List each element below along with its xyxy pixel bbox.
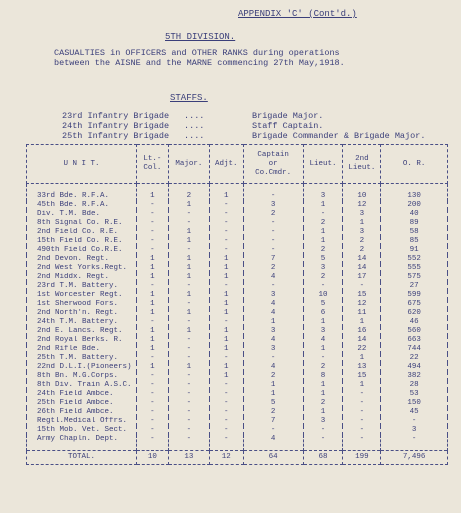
cell-ltcol: - (136, 237, 168, 246)
cell-lieut: 2 (303, 246, 343, 255)
cell-adjt: - (209, 417, 243, 426)
cell-captain: - (243, 184, 303, 202)
cell-captain: 4 (243, 435, 303, 451)
table-row (27, 309, 448, 318)
header-second-lieut (343, 145, 381, 184)
cell-or: 85 (381, 237, 448, 246)
cell-major: 1 (168, 228, 209, 237)
cell-or: 552 (381, 255, 448, 264)
cell-major: 1 (168, 255, 209, 264)
cell-adjt: 1 (209, 300, 243, 309)
cell-or: 58 (381, 228, 448, 237)
cell-unit: 490th Field Co.R.E. (27, 246, 137, 255)
cell-major: - (168, 399, 209, 408)
cell-major: 1 (168, 327, 209, 336)
table-row (27, 246, 448, 255)
cell-unit: 15th Mob. Vet. Sect. (27, 426, 137, 435)
cell-ltcol: 1 (136, 184, 168, 202)
cell-major: 1 (168, 309, 209, 318)
table-row (27, 210, 448, 219)
header-adjt: Adjt. (209, 145, 243, 184)
cell-second-lieut: 1 (343, 219, 381, 228)
cell-second-lieut: 1 (343, 354, 381, 363)
table-row (27, 345, 448, 354)
cell-second-lieut: 12 (343, 201, 381, 210)
cell-second-lieut: - (343, 417, 381, 426)
cell-or: 91 (381, 246, 448, 255)
cell-adjt: 1 (209, 372, 243, 381)
cell-ltcol: 1 (136, 291, 168, 300)
cell-or: 22 (381, 354, 448, 363)
table-row (27, 219, 448, 228)
table-row (27, 237, 448, 246)
cell-or: 560 (381, 327, 448, 336)
total-row (27, 451, 448, 465)
header-or: O. R. (381, 145, 448, 184)
cell-lieut: 1 (303, 408, 343, 417)
intro-line-2: between the AISNE and the MARNE commencing 27th May,1918. (54, 58, 345, 68)
cell-lieut: 1 (303, 228, 343, 237)
cell-adjt: 1 (209, 264, 243, 273)
cell-ltcol: - (136, 372, 168, 381)
cell-second-lieut: - (343, 390, 381, 399)
staffs-list (62, 111, 425, 141)
cell-lieut: 2 (303, 399, 343, 408)
cell-ltcol: 1 (136, 363, 168, 372)
cell-unit: 24th T.M. Battery. (27, 318, 137, 327)
cell-adjt: 1 (209, 363, 243, 372)
cell-ltcol: 1 (136, 345, 168, 354)
table-row (27, 390, 448, 399)
table-row (27, 381, 448, 390)
cell-lieut: 3 (303, 264, 343, 273)
cell-major: - (168, 300, 209, 309)
cell-adjt: - (209, 408, 243, 417)
cell-second-lieut: 1 (343, 318, 381, 327)
cell-ltcol: - (136, 381, 168, 390)
cell-lieut: 1 (303, 345, 343, 354)
cell-second-lieut: 12 (343, 300, 381, 309)
cell-unit: 2nd Rifle Bde. (27, 345, 137, 354)
table-row (27, 264, 448, 273)
cell-ltcol: - (136, 399, 168, 408)
cell-captain: 1 (243, 318, 303, 327)
cell-ltcol: 1 (136, 264, 168, 273)
cell-lieut: 1 (303, 381, 343, 390)
cell-captain: - (243, 237, 303, 246)
cell-ltcol: - (136, 435, 168, 451)
cell-captain: 3 (243, 327, 303, 336)
cell-lieut: - (303, 210, 343, 219)
cell-or: 3 (381, 426, 448, 435)
cell-lieut: - (303, 426, 343, 435)
cell-major: - (168, 318, 209, 327)
cell-or: - (381, 435, 448, 451)
cell-major: - (168, 210, 209, 219)
cell-major: - (168, 435, 209, 451)
cell-adjt: - (209, 381, 243, 390)
cell-unit: 2nd E. Lancs. Regt. (27, 327, 137, 336)
table-row (27, 201, 448, 210)
cell-adjt: - (209, 390, 243, 399)
cell-adjt: 1 (209, 327, 243, 336)
cell-adjt: 1 (209, 184, 243, 202)
cell-adjt: - (209, 399, 243, 408)
cell-ltcol: 1 (136, 309, 168, 318)
staff-brigade: 23rd Infantry Brigade (62, 111, 170, 121)
cell-second-lieut: 10 (343, 184, 381, 202)
cell-or: 744 (381, 345, 448, 354)
cell-unit: 2nd North'n. Regt. (27, 309, 137, 318)
cell-ltcol: - (136, 228, 168, 237)
cell-second-lieut: - (343, 426, 381, 435)
cell-major: - (168, 219, 209, 228)
cell-second-lieut: 3 (343, 228, 381, 237)
table-row (27, 184, 448, 202)
cell-lieut: 1 (303, 201, 343, 210)
cell-unit: 22nd D.L.I.(Pioneers) (27, 363, 137, 372)
cell-captain: 2 (243, 210, 303, 219)
cell-captain: 3 (243, 345, 303, 354)
cell-unit: 24th Field Ambce. (27, 390, 137, 399)
cell-lieut: 1 (303, 390, 343, 399)
cell-major: - (168, 381, 209, 390)
cell-ltcol: - (136, 390, 168, 399)
cell-captain: 2 (243, 372, 303, 381)
cell-captain: 1 (243, 390, 303, 399)
total-lieut: 68 (303, 451, 343, 465)
cell-ltcol: 1 (136, 300, 168, 309)
cell-adjt: - (209, 282, 243, 291)
cell-lieut: 5 (303, 255, 343, 264)
cell-second-lieut: - (343, 408, 381, 417)
cell-second-lieut: 14 (343, 264, 381, 273)
cell-adjt: 1 (209, 345, 243, 354)
cell-lieut: 3 (303, 184, 343, 202)
cell-second-lieut: - (343, 282, 381, 291)
cell-or: 27 (381, 282, 448, 291)
cell-lieut: 10 (303, 291, 343, 300)
table-row (27, 363, 448, 372)
cell-ltcol: - (136, 201, 168, 210)
cell-unit: 2nd West Yorks.Regt. (27, 264, 137, 273)
staff-brigade: 24th Infantry Brigade (62, 121, 170, 131)
cell-captain: 4 (243, 336, 303, 345)
cell-unit: 2nd Devon. Regt. (27, 255, 137, 264)
cell-captain: 3 (243, 201, 303, 210)
cell-major: 1 (168, 363, 209, 372)
table-row (27, 318, 448, 327)
table-row (27, 408, 448, 417)
cell-second-lieut: 3 (343, 210, 381, 219)
table-row (27, 255, 448, 264)
cell-captain: 3 (243, 291, 303, 300)
table-row (27, 336, 448, 345)
cell-major: - (168, 426, 209, 435)
cell-second-lieut: 15 (343, 372, 381, 381)
total-or: 7,496 (381, 451, 448, 465)
staff-role: Brigade Major. (252, 111, 324, 121)
cell-major: 1 (168, 291, 209, 300)
cell-unit: 2nd Middx. Regt. (27, 273, 137, 282)
cell-lieut: 1 (303, 237, 343, 246)
cell-or: 675 (381, 300, 448, 309)
cell-captain: 2 (243, 264, 303, 273)
cell-lieut: 5 (303, 300, 343, 309)
cell-captain: - (243, 282, 303, 291)
cell-major: - (168, 282, 209, 291)
cell-lieut: 1 (303, 318, 343, 327)
total-second-lieut: 199 (343, 451, 381, 465)
header-line: Lt.- (143, 155, 162, 163)
cell-captain: - (243, 228, 303, 237)
cell-adjt: - (209, 228, 243, 237)
cell-adjt: - (209, 237, 243, 246)
total-major: 13 (168, 451, 209, 465)
cell-major: - (168, 408, 209, 417)
cell-lieut: 2 (303, 273, 343, 282)
cell-unit: 15th Field Co. R.E. (27, 237, 137, 246)
cell-lieut: 2 (303, 363, 343, 372)
staff-dots: .... (184, 131, 205, 141)
cell-unit: 1st Worcester Regt. (27, 291, 137, 300)
cell-ltcol: - (136, 219, 168, 228)
cell-major: - (168, 417, 209, 426)
header-lieut: Lieut. (303, 145, 343, 184)
staff-row (62, 121, 425, 131)
cell-unit: Army Chapln. Dept. (27, 435, 137, 451)
cell-lieut: - (303, 354, 343, 363)
cell-or: 46 (381, 318, 448, 327)
appendix-heading: APPENDIX 'C' (Cont'd.) (238, 9, 357, 19)
header-line: 2nd (355, 155, 369, 163)
cell-ltcol: 1 (136, 327, 168, 336)
cell-unit: 2nd Field Co. R.E. (27, 228, 137, 237)
cell-or: 494 (381, 363, 448, 372)
cell-lieut: 3 (303, 327, 343, 336)
total-adjt: 12 (209, 451, 243, 465)
cell-unit: 26th Field Ambce. (27, 408, 137, 417)
cell-unit: 8th Bn. M.G.Corps. (27, 372, 137, 381)
cell-second-lieut: 2 (343, 246, 381, 255)
cell-lieut: - (303, 282, 343, 291)
cell-ltcol: - (136, 426, 168, 435)
cell-captain: 7 (243, 255, 303, 264)
cell-captain: 1 (243, 381, 303, 390)
header-unit: U N I T. (27, 145, 137, 184)
cell-adjt: - (209, 201, 243, 210)
header-major: Major. (168, 145, 209, 184)
staff-row (62, 111, 425, 121)
cell-second-lieut: 2 (343, 237, 381, 246)
header-line: Lieut. (348, 164, 376, 172)
table-row (27, 354, 448, 363)
cell-ltcol: - (136, 417, 168, 426)
staff-role: Staff Captain. (252, 121, 324, 131)
staffs-heading: STAFFS. (170, 93, 208, 103)
cell-second-lieut: 16 (343, 327, 381, 336)
cell-adjt: 1 (209, 291, 243, 300)
cell-second-lieut: 14 (343, 336, 381, 345)
cell-captain: 4 (243, 300, 303, 309)
header-line: Col. (143, 164, 162, 172)
cell-lieut: 3 (303, 417, 343, 426)
cell-ltcol: 1 (136, 336, 168, 345)
cell-or: - (381, 417, 448, 426)
cell-ltcol: - (136, 210, 168, 219)
cell-captain: 4 (243, 309, 303, 318)
cell-major: - (168, 390, 209, 399)
cell-second-lieut: 14 (343, 255, 381, 264)
table-header-row (27, 145, 448, 184)
cell-unit: 33rd Bde. R.F.A. (27, 184, 137, 202)
cell-major: - (168, 246, 209, 255)
cell-captain: 5 (243, 399, 303, 408)
cell-captain: - (243, 354, 303, 363)
header-line: Captain (257, 150, 289, 159)
cell-captain: 7 (243, 417, 303, 426)
table-row (27, 300, 448, 309)
cell-ltcol: - (136, 246, 168, 255)
cell-major: 1 (168, 273, 209, 282)
cell-major: - (168, 345, 209, 354)
cell-captain: - (243, 219, 303, 228)
header-captain (243, 145, 303, 184)
cell-ltcol: 1 (136, 273, 168, 282)
cell-or: 130 (381, 184, 448, 202)
total-ltcol: 10 (136, 451, 168, 465)
cell-or: 40 (381, 210, 448, 219)
cell-unit: 25th Field Ambce. (27, 399, 137, 408)
intro-line-1: CASUALTIES in OFFICERS and OTHER RANKS during operations (54, 48, 340, 58)
cell-adjt: 1 (209, 255, 243, 264)
cell-lieut: 2 (303, 219, 343, 228)
cell-unit: Div. T.M. Bde. (27, 210, 137, 219)
header-line: or (268, 159, 278, 168)
table-row (27, 426, 448, 435)
cell-adjt: - (209, 354, 243, 363)
cell-major: 1 (168, 237, 209, 246)
header-ltcol (136, 145, 168, 184)
cell-unit: Regtl.Medical Offrs. (27, 417, 137, 426)
cell-major: - (168, 372, 209, 381)
cell-second-lieut: 22 (343, 345, 381, 354)
cell-second-lieut: 15 (343, 291, 381, 300)
table-row (27, 228, 448, 237)
cell-unit: 23rd T.M. Battery. (27, 282, 137, 291)
cell-captain: 4 (243, 363, 303, 372)
table-row (27, 273, 448, 282)
cell-major: 1 (168, 201, 209, 210)
cell-unit: 45th Bde. R.F.A. (27, 201, 137, 210)
table-row (27, 399, 448, 408)
cell-second-lieut: - (343, 399, 381, 408)
cell-or: 599 (381, 291, 448, 300)
cell-ltcol: 1 (136, 255, 168, 264)
cell-adjt: - (209, 426, 243, 435)
table-row (27, 417, 448, 426)
intro-text (54, 48, 345, 68)
header-line: Co.Cmdr. (255, 168, 292, 177)
cell-ltcol: - (136, 354, 168, 363)
cell-or: 382 (381, 372, 448, 381)
cell-adjt: 1 (209, 273, 243, 282)
table-row (27, 282, 448, 291)
cell-unit: 8th Signal Co. R.E. (27, 219, 137, 228)
cell-ltcol: - (136, 282, 168, 291)
cell-lieut: 8 (303, 372, 343, 381)
cell-captain: 4 (243, 273, 303, 282)
cell-ltcol: - (136, 408, 168, 417)
table-row (27, 327, 448, 336)
cell-second-lieut: - (343, 435, 381, 451)
staff-dots: .... (184, 121, 205, 131)
cell-unit: 25th T.M. Battery. (27, 354, 137, 363)
cell-unit: 1st Sherwood Fors. (27, 300, 137, 309)
cell-or: 620 (381, 309, 448, 318)
staff-brigade: 25th Infantry Brigade (62, 131, 170, 141)
casualty-table (26, 144, 448, 465)
cell-or: 89 (381, 219, 448, 228)
staff-row (62, 131, 425, 141)
cell-or: 555 (381, 264, 448, 273)
staff-role: Brigade Commander & Brigade Major. (252, 131, 426, 141)
cell-unit: 8th Div. Train A.S.C. (27, 381, 137, 390)
total-captain: 64 (243, 451, 303, 465)
staff-dots: .... (184, 111, 205, 121)
cell-captain: - (243, 426, 303, 435)
cell-or: 663 (381, 336, 448, 345)
cell-or: 45 (381, 408, 448, 417)
cell-major: 1 (168, 264, 209, 273)
cell-unit: 2nd Royal Berks. R. (27, 336, 137, 345)
cell-captain: - (243, 246, 303, 255)
cell-captain: 2 (243, 408, 303, 417)
cell-or: 575 (381, 273, 448, 282)
cell-ltcol: - (136, 318, 168, 327)
cell-adjt: - (209, 246, 243, 255)
cell-or: 53 (381, 390, 448, 399)
total-label: TOTAL. (27, 451, 137, 465)
cell-adjt: 1 (209, 336, 243, 345)
cell-adjt: - (209, 435, 243, 451)
cell-major: - (168, 354, 209, 363)
division-heading: 5TH DIVISION. (165, 32, 236, 42)
table-row (27, 291, 448, 300)
cell-second-lieut: 1 (343, 381, 381, 390)
cell-second-lieut: 11 (343, 309, 381, 318)
cell-or: 200 (381, 201, 448, 210)
cell-second-lieut: 13 (343, 363, 381, 372)
cell-adjt: - (209, 318, 243, 327)
cell-adjt: 1 (209, 309, 243, 318)
table-row (27, 372, 448, 381)
cell-adjt: - (209, 219, 243, 228)
table-row (27, 435, 448, 451)
cell-major: - (168, 336, 209, 345)
cell-or: 28 (381, 381, 448, 390)
cell-second-lieut: 17 (343, 273, 381, 282)
cell-or: 150 (381, 399, 448, 408)
cell-lieut: - (303, 435, 343, 451)
cell-lieut: 4 (303, 336, 343, 345)
cell-major: 2 (168, 184, 209, 202)
cell-lieut: 6 (303, 309, 343, 318)
cell-adjt: - (209, 210, 243, 219)
